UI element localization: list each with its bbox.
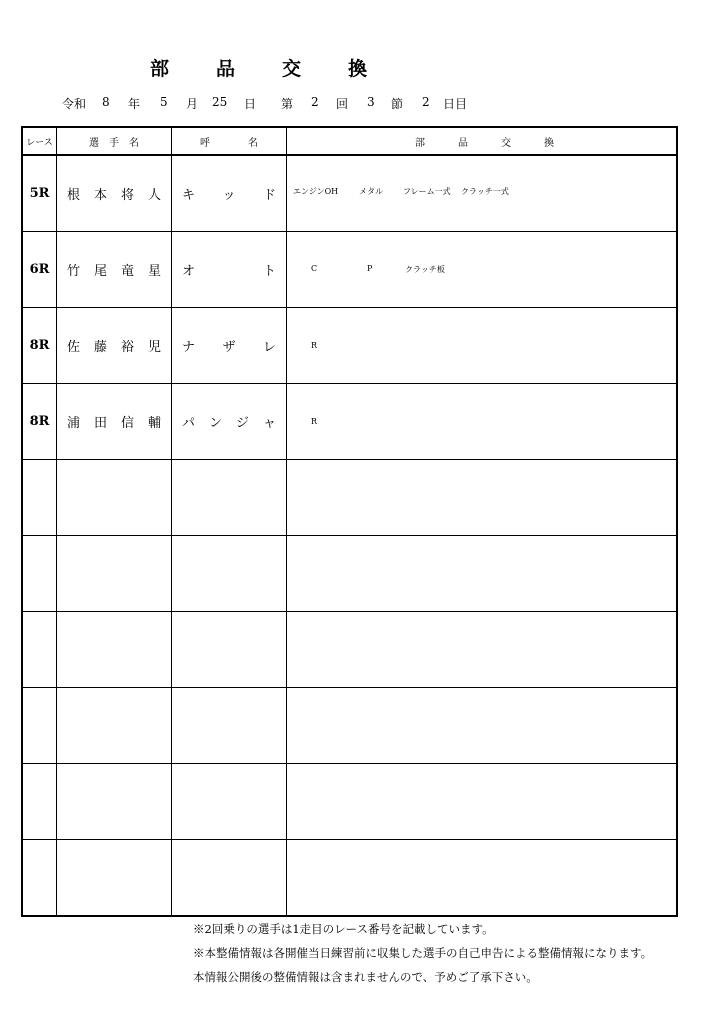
part-item: メタル <box>359 187 383 196</box>
nichime-unit: 日目 <box>443 97 468 111</box>
setsu-unit: 節 <box>391 97 404 111</box>
part-item: C <box>311 264 318 273</box>
header-race: レース <box>22 127 57 155</box>
player-name <box>57 688 172 764</box>
name-char: 竜 <box>120 264 134 279</box>
call-char: ャ <box>262 416 276 431</box>
date-line <box>0 95 720 113</box>
call-name <box>172 384 287 460</box>
parts-cell <box>287 536 678 612</box>
name-char: 人 <box>147 188 161 203</box>
player-name <box>57 764 172 840</box>
call-char: オ <box>182 264 196 279</box>
header-char: 名 <box>248 137 258 149</box>
call-char: ザ <box>222 340 236 355</box>
title-char: 品 <box>216 58 236 80</box>
name-char: 藤 <box>93 340 107 355</box>
name-char: 星 <box>147 264 161 279</box>
race-number: 5R <box>22 155 57 232</box>
call-char: ジ <box>235 416 249 431</box>
race-number <box>22 840 57 917</box>
name-char: 本 <box>93 188 107 203</box>
day-unit: 日 <box>244 97 257 111</box>
name-char: 将 <box>120 188 134 203</box>
call-name <box>172 232 287 308</box>
year: 8 <box>102 95 110 109</box>
parts-cell <box>287 232 678 308</box>
part-item: フレーム一式 <box>403 187 451 196</box>
header-call <box>172 127 287 155</box>
header-char: 交 <box>501 137 511 149</box>
name-char: 児 <box>147 340 161 355</box>
table-row <box>22 232 677 308</box>
header-player <box>57 127 172 155</box>
parts-cell <box>287 840 678 917</box>
player-name <box>57 232 172 308</box>
name-char: 田 <box>93 416 107 431</box>
title-char: 交 <box>282 58 302 80</box>
part-item: R <box>311 417 318 426</box>
part-item: P <box>367 264 373 273</box>
player-name <box>57 308 172 384</box>
month: 5 <box>160 95 168 109</box>
call-char: キ <box>182 188 196 203</box>
header-char: 名 <box>129 137 139 149</box>
call-name <box>172 840 287 917</box>
kai-unit: 回 <box>336 97 349 111</box>
parts-table <box>21 126 678 917</box>
call-char: ナ <box>182 340 196 355</box>
call-char: ド <box>262 188 276 203</box>
table-row <box>22 536 677 612</box>
parts-cell <box>287 688 678 764</box>
race-number <box>22 612 57 688</box>
player-name <box>57 155 172 232</box>
call-name <box>172 536 287 612</box>
call-name <box>172 688 287 764</box>
parts-cell <box>287 612 678 688</box>
part-item: クラッチ一式 <box>461 187 509 196</box>
call-char: ト <box>262 264 276 279</box>
header-char: 手 <box>109 137 119 149</box>
part-item: クラッチ板 <box>405 265 445 274</box>
call-name <box>172 460 287 536</box>
race-number: 8R <box>22 384 57 460</box>
parts-cell <box>287 155 678 232</box>
table-row <box>22 612 677 688</box>
era: 令和 <box>62 97 87 111</box>
table-row <box>22 688 677 764</box>
kai-num: 2 <box>311 95 319 109</box>
header-char: 部 <box>415 137 425 149</box>
header-char: 呼 <box>200 137 210 149</box>
player-name <box>57 384 172 460</box>
parts-cell <box>287 384 678 460</box>
call-name <box>172 308 287 384</box>
call-char: パ <box>182 416 196 431</box>
name-char: 裕 <box>120 340 134 355</box>
dai: 第 <box>281 97 294 111</box>
race-number: 8R <box>22 308 57 384</box>
race-number <box>22 688 57 764</box>
part-item: エンジンOH <box>293 187 339 196</box>
call-char: レ <box>262 340 276 355</box>
call-name <box>172 612 287 688</box>
nichime-num: 2 <box>422 95 430 109</box>
parts-cell <box>287 764 678 840</box>
race-number <box>22 764 57 840</box>
table-row <box>22 764 677 840</box>
name-char: 尾 <box>93 264 107 279</box>
month-unit: 月 <box>186 97 199 111</box>
table-row <box>22 384 677 460</box>
parts-cell <box>287 308 678 384</box>
race-number <box>22 460 57 536</box>
name-char: 佐 <box>67 340 81 355</box>
header-char: 選 <box>89 137 99 149</box>
setsu-num: 3 <box>367 95 375 109</box>
footnote: 本情報公開後の整備情報は含まれませんので、予めご了承下さい。 <box>193 970 538 984</box>
header-char: 換 <box>544 137 554 149</box>
table-row <box>22 308 677 384</box>
call-name <box>172 764 287 840</box>
table-row <box>22 840 677 917</box>
header-parts <box>287 127 678 155</box>
call-char: ン <box>208 416 222 431</box>
table-row <box>22 460 677 536</box>
player-name <box>57 840 172 917</box>
race-number: 6R <box>22 232 57 308</box>
player-name <box>57 612 172 688</box>
player-name <box>57 536 172 612</box>
header-char: 品 <box>458 137 468 149</box>
title-char: 部 <box>150 58 170 80</box>
name-char: 輔 <box>147 416 161 431</box>
name-char: 根 <box>67 188 81 203</box>
player-name <box>57 460 172 536</box>
footnotes <box>193 917 652 989</box>
call-char: ッ <box>222 188 236 203</box>
parts-cell <box>287 460 678 536</box>
footnote: ※本整備情報は各開催当日練習前に収集した選手の自己申告による整備情報になります。 <box>193 946 653 960</box>
name-char: 信 <box>120 416 134 431</box>
year-unit: 年 <box>128 97 141 111</box>
footnote: ※2回乗りの選手は1走目のレース番号を記載しています。 <box>193 922 494 936</box>
day: 25 <box>212 95 228 109</box>
name-char: 竹 <box>67 264 81 279</box>
title-char: 換 <box>348 58 368 80</box>
table-row <box>22 155 677 232</box>
call-name <box>172 155 287 232</box>
part-item: R <box>311 341 318 350</box>
name-char: 浦 <box>67 416 81 431</box>
race-number <box>22 536 57 612</box>
